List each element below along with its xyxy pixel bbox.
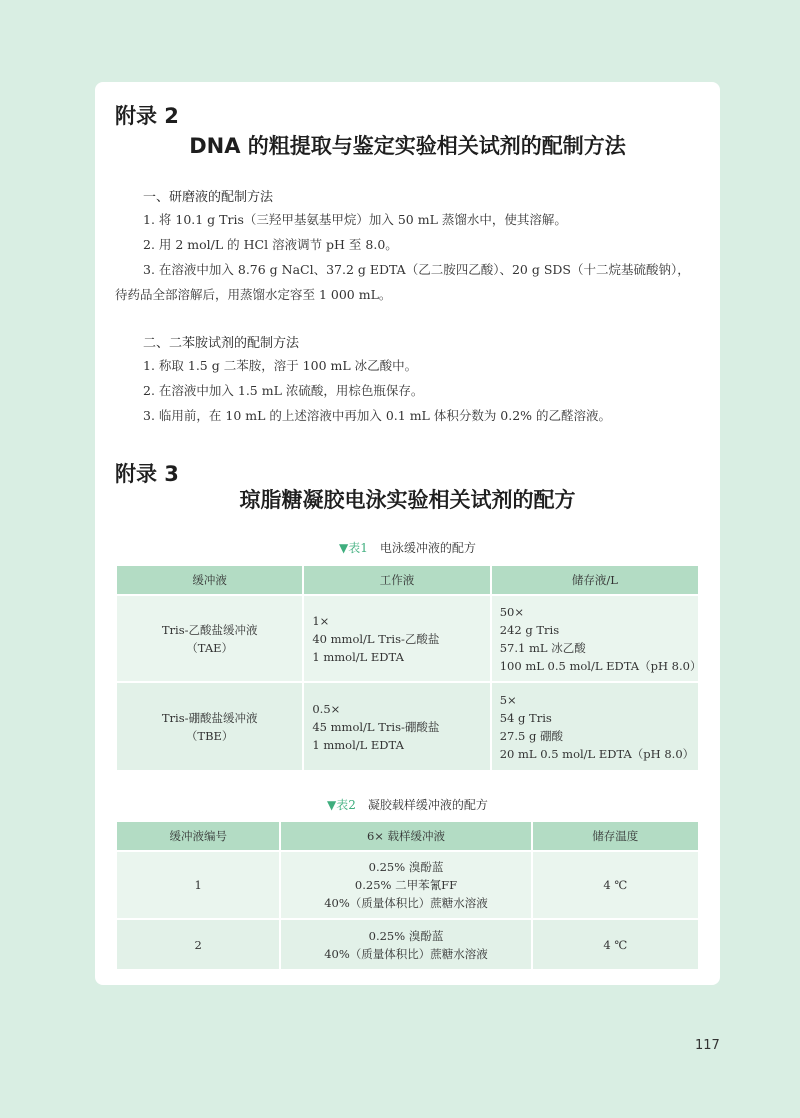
section1-line-4: 待药品全部溶解后，用蒸馏水定容至 1 000 mL。 bbox=[115, 287, 392, 302]
table-cell: 1 bbox=[116, 851, 280, 919]
table-cell: 1× 40 mmol/L Tris-乙酸盐 1 mmol/L EDTA bbox=[303, 595, 490, 682]
section2-heading: 二、二苯胺试剂的配制方法 bbox=[143, 336, 300, 351]
section1-line-1: 1. 将 10.1 g Tris（三羟甲基氨基甲烷）加入 50 mL 蒸馏水中，使其溶解。 bbox=[143, 212, 567, 227]
table2-caption-text: 凝胶载样缓冲液的配方 bbox=[367, 798, 488, 812]
table2-header: 6× 载样缓冲液 bbox=[280, 822, 531, 851]
appendix3-title: 琼脂糖凝胶电泳实验相关试剂的配方 bbox=[239, 488, 576, 512]
section2-line-3: 3. 临用前，在 10 mL 的上述溶液中再加入 0.1 mL 体积分数为 0.2% 的乙醛溶液。 bbox=[143, 408, 612, 423]
table1-header: 工作液 bbox=[303, 566, 490, 595]
appendix3-label: 附录 3 bbox=[115, 462, 179, 486]
table-row bbox=[116, 851, 699, 919]
triangle-marker-icon: ▼ bbox=[327, 798, 337, 812]
table-row bbox=[116, 919, 699, 969]
page-number: 117 bbox=[695, 1038, 720, 1053]
table2-header: 缓冲液编号 bbox=[116, 822, 280, 851]
content-card bbox=[95, 82, 720, 985]
table1-number: 表1 bbox=[348, 541, 368, 555]
section1-line-3: 3. 在溶液中加入 8.76 g NaCl、37.2 g EDTA（乙二胺四乙酸）、20 g SDS（十二烷基硫酸钠）， bbox=[143, 262, 690, 277]
table-cell: 5× 54 g Tris 27.5 g 硼酸 20 mL 0.5 mol/L EDTA（pH 8.0） bbox=[491, 682, 699, 770]
table-cell: 2 bbox=[116, 919, 280, 969]
table1 bbox=[115, 566, 700, 770]
table-cell: 4 ℃ bbox=[532, 919, 699, 969]
table-cell: 0.5× 45 mmol/L Tris-硼酸盐 1 mmol/L EDTA bbox=[303, 682, 490, 770]
section2-line-2: 2. 在溶液中加入 1.5 mL 浓硫酸，用棕色瓶保存。 bbox=[143, 383, 424, 398]
table-cell: 4 ℃ bbox=[532, 851, 699, 919]
table-cell: Tris-硼酸盐缓冲液 （TBE） bbox=[116, 682, 303, 770]
table2-number: 表2 bbox=[336, 798, 356, 812]
table2-header: 储存温度 bbox=[532, 822, 699, 851]
table1-caption-text: 电泳缓冲液的配方 bbox=[379, 541, 476, 555]
table1-caption bbox=[95, 539, 720, 556]
table2-caption bbox=[95, 796, 720, 813]
triangle-marker-icon: ▼ bbox=[339, 541, 349, 555]
appendix2-label: 附录 2 bbox=[115, 104, 179, 128]
section1-line-2: 2. 用 2 mol/L 的 HCl 溶液调节 pH 至 8.0。 bbox=[143, 237, 398, 252]
table-row bbox=[116, 682, 699, 770]
section1-heading: 一、研磨液的配制方法 bbox=[143, 190, 274, 205]
table-cell: 0.25% 溴酚蓝 40%（质量体积比）蔗糖水溶液 bbox=[280, 919, 531, 969]
appendix2-title: DNA 的粗提取与鉴定实验相关试剂的配制方法 bbox=[189, 134, 626, 158]
section2-line-1: 1. 称取 1.5 g 二苯胺，溶于 100 mL 冰乙酸中。 bbox=[143, 358, 418, 373]
table-row bbox=[116, 595, 699, 682]
table-cell: 50× 242 g Tris 57.1 mL 冰乙酸 100 mL 0.5 mol/L EDTA（pH 8.0） bbox=[491, 595, 699, 682]
table-cell: Tris-乙酸盐缓冲液 （TAE） bbox=[116, 595, 303, 682]
table-cell: 0.25% 溴酚蓝 0.25% 二甲苯氰FF 40%（质量体积比）蔗糖水溶液 bbox=[280, 851, 531, 919]
table2 bbox=[115, 822, 700, 969]
table1-header: 缓冲液 bbox=[116, 566, 303, 595]
table1-header: 储存液/L bbox=[491, 566, 699, 595]
